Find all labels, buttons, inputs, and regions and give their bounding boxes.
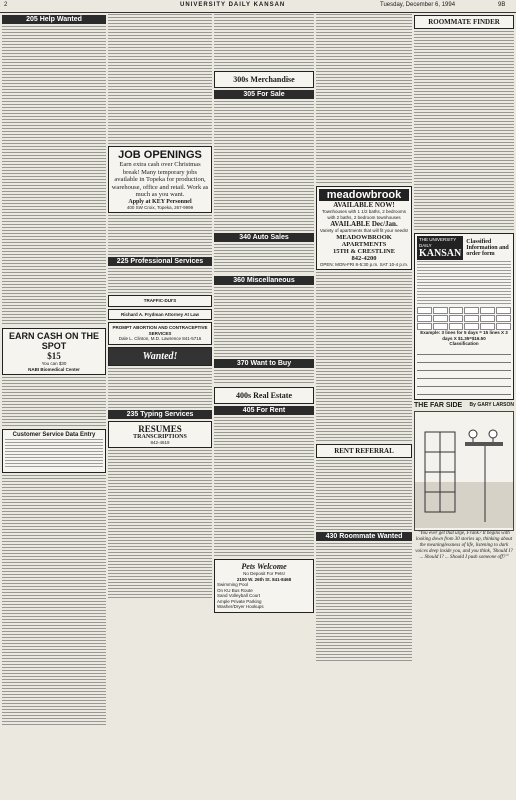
far-side-cartoon xyxy=(414,411,514,531)
earn-tail: You can $30 xyxy=(41,361,67,366)
column-merchandise-rent xyxy=(214,13,314,796)
resumes-heading: RESUMES xyxy=(138,423,182,434)
resumes-ad xyxy=(108,421,212,449)
pets-welcome-ad xyxy=(214,559,314,613)
rate-table xyxy=(417,307,511,330)
customer-service-heading: Customer Service Data Entry xyxy=(12,432,96,438)
traffic-dui-ad: TRAFFIC-DUI'S xyxy=(108,295,212,307)
job-openings-ad xyxy=(108,146,212,213)
meadowbrook-logo: meadowbrook xyxy=(319,189,409,201)
classified-text-block xyxy=(108,450,212,600)
form-field[interactable] xyxy=(417,389,511,395)
kansan-top: THE UNIVERSITY DAILY xyxy=(419,237,457,248)
rent-referral-ad: RENT REFERRAL xyxy=(316,444,412,458)
classified-info-heading: Classified Information and order form xyxy=(466,239,509,257)
column-help-wanted xyxy=(2,13,106,796)
section-auto-sales: 340 Auto Sales xyxy=(214,233,314,242)
column-roommate-form xyxy=(414,13,514,796)
classified-text-block xyxy=(414,31,514,231)
section-miscellaneous: 360 Miscellaneous xyxy=(214,276,314,285)
column-housing xyxy=(316,13,412,796)
far-side-author: By GARY LARSON xyxy=(469,401,514,408)
attorney-ad xyxy=(108,309,212,321)
section-professional-services: 225 Professional Services xyxy=(108,257,212,266)
job-openings-heading: JOB OPENINGS xyxy=(118,149,202,161)
pets-subheading: No Deposit For Pets! xyxy=(243,571,285,576)
transcriptions-heading: TRANSCRIPTIONS xyxy=(133,433,187,440)
meadowbrook-ad xyxy=(316,186,412,270)
wanted-heading: Wanted! xyxy=(142,350,178,362)
classified-text-block xyxy=(214,14,314,69)
pets-phone: 2100 W. 26th St. 841-8468 xyxy=(236,576,292,582)
issue-date: Tuesday, December 6, 1994 xyxy=(380,2,456,8)
attorney-name: Richard A. Frydman Attorney At Law xyxy=(120,311,199,317)
classification-heading: Classification xyxy=(449,341,479,346)
roommate-finder-header: ROOMMATE FINDER xyxy=(414,15,514,29)
earn-cash-heading: EARN CASH ON THE SPOT xyxy=(8,331,99,351)
job-apply: Apply at KEY Personnel xyxy=(128,198,192,205)
classified-text-block xyxy=(108,215,212,255)
form-instructions xyxy=(417,261,511,306)
section-for-sale: 305 For Sale xyxy=(214,90,314,99)
merchandise-header: 300s Merchandise xyxy=(214,71,314,88)
form-field[interactable] xyxy=(417,373,511,379)
meadowbrook-apartments: MEADOWBROOK APARTMENTS xyxy=(336,233,392,248)
column-jobs-services xyxy=(108,13,212,796)
section-for-rent: 405 For Rent xyxy=(214,406,314,415)
meadowbrook-phone: 842-4200 xyxy=(351,254,377,262)
amenity-item: On KU Bus Route xyxy=(217,587,253,593)
real-estate-header: 400s Real Estate xyxy=(214,387,314,404)
classified-text-block xyxy=(214,101,314,231)
page-header xyxy=(0,0,516,13)
amenity-list xyxy=(217,582,311,610)
section-roommate-wanted: 430 Roommate Wanted xyxy=(316,532,412,541)
classified-text-block xyxy=(108,268,212,293)
job-phone: 400 SW Croix, Topeka, 267-9999 xyxy=(126,204,194,210)
classified-text-block xyxy=(316,272,412,442)
available-body: Townhouses with 1 1/2 baths, 2 bedrooms with 2 baths, 2 bedroom townhouses xyxy=(321,209,407,220)
variety-text: Variety of apartments that will fit your needs! xyxy=(319,228,409,233)
kansan-logo: KANSAN xyxy=(419,248,462,259)
section-help-wanted: 205 Help Wanted xyxy=(2,15,106,24)
amenity-item: Ample Private Parking xyxy=(217,598,262,604)
pets-heading: Pets Welcome xyxy=(241,562,287,571)
job-openings-body: Earn extra cash over Christmas break! Many temporary jobs available in Topeka for production, warehouse, office and retail. Work as much as you want. xyxy=(111,161,209,198)
classified-order-form xyxy=(414,233,514,400)
form-field[interactable] xyxy=(417,381,511,387)
classified-text-block xyxy=(316,543,412,663)
form-field[interactable] xyxy=(417,357,511,363)
customer-service-ad xyxy=(2,429,106,473)
paper-name: UNIVERSITY DAILY KANSAN xyxy=(180,2,286,8)
classified-text-block xyxy=(214,287,314,357)
classified-text-block xyxy=(2,377,106,427)
amenity-item: Washer/Dryer Hookups xyxy=(217,604,264,609)
far-side-header xyxy=(414,402,514,409)
amenity-item: Sand Volleyball Court xyxy=(217,593,261,598)
classified-text-block xyxy=(2,475,106,725)
available-dec-jan: AVAILABLE Dec/Jan. xyxy=(330,220,398,228)
page-number: 2 xyxy=(4,2,8,8)
ad-text xyxy=(5,439,103,469)
amenity-item: Swimming Pool xyxy=(217,582,249,587)
far-side-caption: "You ever get that urge, Frank? It begins with looking down from 30 stories up, thinking about the meaninglessness of life, listening to dark voices deep inside you, and you think, 'Should I? ... Should I? ... Should I push someone off?'" xyxy=(415,530,513,560)
biomedical-center: NABI Biomedical Center xyxy=(28,366,80,372)
classified-text-block xyxy=(214,417,314,557)
classified-text-block xyxy=(108,14,212,144)
transcriptions-phone: 842-4619 xyxy=(150,439,170,445)
cartoon-drawing xyxy=(415,412,513,528)
classified-text-block xyxy=(108,368,212,408)
classified-text-block xyxy=(214,244,314,274)
classified-text-block xyxy=(316,460,412,530)
form-field[interactable] xyxy=(417,349,511,355)
earn-cash-ad xyxy=(2,328,106,375)
abortion-services-ad xyxy=(108,322,212,345)
classified-text-block xyxy=(2,26,106,326)
doctor-info: Dale L. Clinton, M.D. Lawrence 841-5716 xyxy=(118,336,202,341)
far-side-title: THE FAR SIDE xyxy=(414,401,463,409)
rate-example: Example: 3 lines for 5 days = 15 lines X 3 days X $1.35=$16.50 xyxy=(420,330,508,341)
section-want-to-buy: 370 Want to Buy xyxy=(214,359,314,368)
section-typing-services: 235 Typing Services xyxy=(108,410,212,419)
earn-amount: $15 xyxy=(47,351,61,361)
form-field[interactable] xyxy=(417,365,511,371)
classified-text-block xyxy=(214,370,314,385)
wanted-ad xyxy=(108,347,212,366)
available-now: AVAILABLE NOW! xyxy=(333,201,395,209)
classified-text-block xyxy=(316,14,412,184)
meadowbrook-hours: OPEN: MON-FRI 8-5:30 p.m. SAT 10-4 p.m. xyxy=(319,261,409,267)
meadowbrook-address: 15TH & CRESTLINE xyxy=(332,247,396,255)
prompt-services: PROMPT ABORTION AND CONTRACEPTIVE SERVICES xyxy=(112,325,208,336)
page-number-right: 9B xyxy=(498,2,506,8)
